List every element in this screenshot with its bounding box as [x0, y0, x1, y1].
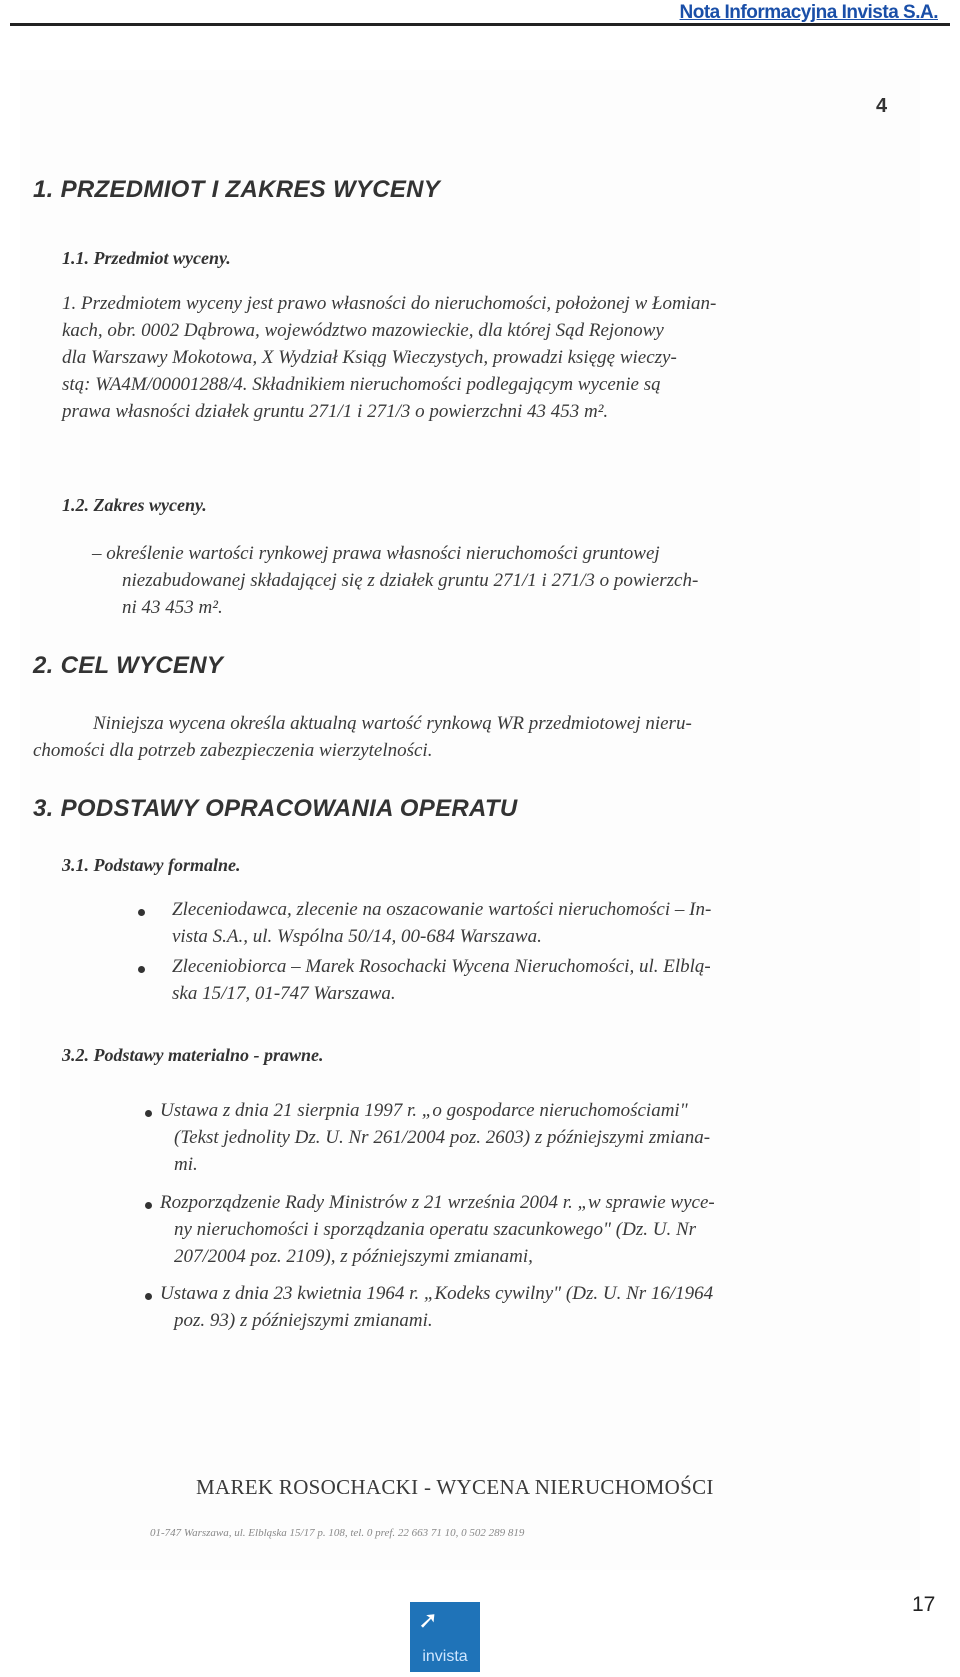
text-line: ni 43 453 m².	[122, 597, 223, 618]
text-line: dla Warszawy Mokotowa, X Wydział Ksiąg Wieczystych, prowadzi księgę wieczy-	[62, 347, 677, 368]
appraiser-footer-address: 01-747 Warszawa, ul. Elbląska 15/17 p. 108, tel. 0 pref. 22 663 71 10, 0 502 289 819	[150, 1527, 525, 1539]
text-line: niezabudowanej składającej się z działek gruntu 271/1 i 271/3 o powierzch-	[122, 570, 699, 591]
bullet-icon	[138, 909, 145, 916]
text-line: vista S.A., ul. Wspólna 50/14, 00-684 Warszawa.	[172, 926, 542, 947]
header-divider	[10, 23, 950, 26]
text-line: Rozporządzenie Rady Ministrów z 21 września 2004 r. „w sprawie wyce-	[160, 1192, 715, 1213]
text-line: prawa własności działek gruntu 271/1 i 271/3 o powierzchni 43 453 m².	[62, 401, 609, 422]
text-line: – określenie wartości rynkowej prawa własności nieruchomości gruntowej	[92, 543, 660, 564]
section-1-2-list	[92, 540, 698, 621]
text-line: Zleceniobiorca – Marek Rosochacki Wycena Nieruchomości, ul. Elblą-	[172, 956, 711, 977]
text-line: ska 15/17, 01-747 Warszawa.	[172, 983, 396, 1004]
text-line: stą: WA4M/00001288/4. Składnikiem nieruchomości podlegającym wycenie są	[62, 374, 661, 395]
text-line: 207/2004 poz. 2109), z późniejszymi zmianami,	[174, 1246, 533, 1267]
section-2-paragraph	[33, 710, 692, 764]
page-number: 17	[912, 1593, 936, 1616]
text-line: chomości dla potrzeb zabezpieczenia wierzytelności.	[33, 740, 433, 761]
appraiser-footer-name: MAREK ROSOCHACKI - WYCENA NIERUCHOMOŚCI	[196, 1475, 714, 1499]
section-3-1-heading: 3.1. Podstawy formalne.	[62, 855, 241, 875]
scan-page-number: 4	[876, 95, 888, 117]
section-3-heading: 3. PODSTAWY OPRACOWANIA OPERATU	[33, 795, 518, 822]
section-1-1-paragraph	[62, 290, 716, 425]
bullet-icon	[145, 1202, 152, 1209]
text-line: Zleceniodawca, zlecenie na oszacowanie wartości nieruchomości – In-	[172, 899, 712, 920]
text-line: kach, obr. 0002 Dąbrowa, województwo mazowieckie, dla której Sąd Rejonowy	[62, 320, 664, 341]
text-line: ny nieruchomości i sporządzania operatu szacunkowego" (Dz. U. Nr	[174, 1219, 697, 1240]
section-2-heading: 2. CEL WYCENY	[33, 652, 224, 679]
section-1-heading: 1. PRZEDMIOT I ZAKRES WYCENY	[33, 176, 441, 203]
text-line: poz. 93) z późniejszymi zmianami.	[174, 1310, 433, 1331]
text-line: 1. Przedmiotem wyceny jest prawo własności do nieruchomości, położonej w Łomian-	[62, 293, 717, 314]
text-line: Niniejsza wycena określa aktualną wartość rynkową WR przedmiotowej nieru-	[93, 713, 692, 734]
text-line: (Tekst jednolity Dz. U. Nr 261/2004 poz. 2603) z późniejszymi zmiana-	[174, 1127, 711, 1148]
section-1-1-heading: 1.1. Przedmiot wyceny.	[62, 248, 231, 268]
section-3-2-heading: 3.2. Podstawy materialno - prawne.	[62, 1045, 324, 1065]
bullet-icon	[138, 966, 145, 973]
formal-item	[172, 896, 711, 950]
legal-item	[160, 1280, 713, 1334]
section-1-2-heading: 1.2. Zakres wyceny.	[62, 495, 207, 515]
bullet-icon	[145, 1110, 152, 1117]
text-line: Ustawa z dnia 23 kwietnia 1964 r. „Kodeks cywilny" (Dz. U. Nr 16/1964	[160, 1283, 714, 1304]
bullet-icon	[145, 1293, 152, 1300]
arrow-icon: ➚	[418, 1606, 439, 1634]
text-line: Ustawa z dnia 21 sierpnia 1997 r. „o gospodarce nieruchomościami"	[160, 1100, 688, 1121]
legal-item	[160, 1189, 715, 1270]
document-header-title: Nota Informacyjna Invista S.A.	[679, 2, 938, 23]
legal-item	[160, 1097, 710, 1178]
formal-item	[172, 953, 711, 1007]
invista-logo	[410, 1602, 480, 1672]
logo-text: invista	[422, 1648, 468, 1665]
text-line: mi.	[174, 1154, 198, 1175]
